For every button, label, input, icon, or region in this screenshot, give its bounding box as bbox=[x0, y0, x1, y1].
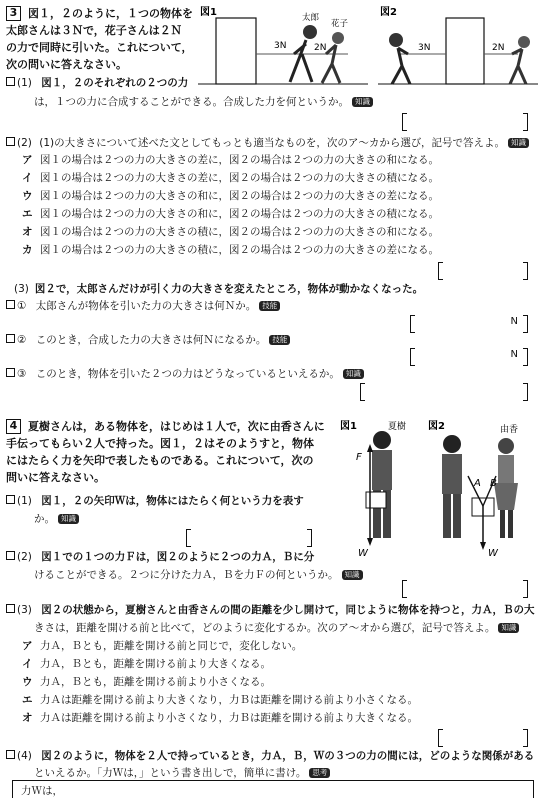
checkbox[interactable] bbox=[6, 551, 15, 560]
q4-3-line-2: きさは，距離を開ける前と比べて，どのように変化するか。次のア～オから選び，記号で答えよ。 知識 bbox=[34, 620, 519, 635]
q4-2-answer-bracket[interactable] bbox=[402, 580, 528, 598]
figure-label: 図2 bbox=[380, 7, 397, 18]
q3-1-line-2: は，１つの力に合成することができる。合成した力を何というか。 知識 bbox=[34, 94, 373, 109]
q3-3-sub-1: ① 太郎さんが物体を引いた力の大きさは何Ｎか。 技能 bbox=[6, 298, 280, 313]
q4-3-option-0 bbox=[22, 638, 302, 653]
object-box bbox=[446, 18, 484, 84]
svg-text:A: A bbox=[474, 478, 481, 489]
svg-text:図1: 図1 bbox=[340, 421, 357, 432]
section-3-intro-1: 図１，２のように，１つの物体を bbox=[28, 7, 193, 20]
section-3-intro-3: の力で同時に引いた。これについて， bbox=[6, 41, 193, 54]
force-3n-label: 3N bbox=[418, 43, 431, 53]
q4-1-line-1: (1) 図１，２の矢印Ｗは，物体にはたらく何という力を表す bbox=[6, 493, 304, 508]
object-box bbox=[216, 18, 256, 84]
q4-4-answer-box[interactable] bbox=[12, 780, 534, 798]
q4-2-line-2: けることができる。２つに分けた力Ａ，Ｂを力Ｆの何というか。 知識 bbox=[34, 567, 363, 582]
option-key: カ bbox=[22, 244, 33, 256]
section-3-intro-2: 太郎さんは３Ｎで，花子さんは２Ｎ bbox=[6, 24, 182, 37]
svg-text:由香: 由香 bbox=[500, 425, 519, 435]
option-text: 力Ａ，Ｂとも，距離を開ける前と同じで，変化しない。 bbox=[40, 640, 303, 652]
option-key: オ bbox=[22, 226, 33, 238]
section-3-figure-2 bbox=[378, 4, 538, 94]
q4-3-option-3 bbox=[22, 692, 418, 707]
q4-3-answer-bracket[interactable] bbox=[438, 729, 528, 747]
checkbox[interactable] bbox=[6, 137, 15, 146]
section-4-number: 4 bbox=[6, 419, 21, 434]
checkbox[interactable] bbox=[6, 750, 15, 759]
option-key: ウ bbox=[22, 676, 33, 688]
q4-3-option-1 bbox=[22, 656, 271, 671]
q3-3-2-answer-bracket[interactable]: N bbox=[410, 348, 528, 366]
section-4-figures bbox=[340, 418, 538, 560]
q4-3-line-1: (3) 図２の状態から，夏樹さんと由香さんの間の距離を少し開けて，同じように物体を持つと，力Ａ，Ｂの大 bbox=[6, 602, 535, 617]
force-2n-label: 2N bbox=[314, 43, 327, 53]
checkbox[interactable] bbox=[6, 495, 15, 504]
svg-text:図2: 図2 bbox=[428, 421, 445, 432]
svg-text:B: B bbox=[490, 478, 497, 489]
q4-3-option-2 bbox=[22, 674, 271, 689]
option-text: 図１の場合は２つの力の大きさの差に，図２の場合は２つの力の大きさの和になる。 bbox=[40, 154, 439, 166]
option-key: ア bbox=[22, 640, 33, 652]
force-2n-label: 2N bbox=[492, 43, 505, 53]
q3-3-3-answer-bracket[interactable] bbox=[360, 383, 528, 401]
option-key: エ bbox=[22, 694, 33, 706]
svg-text:W: W bbox=[358, 548, 368, 559]
section-4-intro-1: 夏樹さんは，ある物体を，はじめは１人で，次に由香さんに bbox=[28, 420, 325, 433]
option-text: 図１の場合は２つの力の大きさの差に，図２の場合は２つの力の大きさの積になる。 bbox=[40, 172, 439, 184]
q3-2-option-1 bbox=[22, 170, 439, 185]
checkbox[interactable] bbox=[6, 334, 15, 343]
q3-3-sub-3: ③ このとき，物体を引いた２つの力はどうなっているといえるか。 知識 bbox=[6, 366, 364, 381]
option-text: 力Ａは距離を開ける前より大きくなり，力Ｂは距離を開ける前より小さくなる。 bbox=[40, 694, 418, 706]
q3-2-option-4 bbox=[22, 224, 439, 239]
svg-text:F: F bbox=[356, 452, 362, 463]
knowledge-tag: 知識 bbox=[352, 97, 373, 107]
option-text: 力Ａ，Ｂとも，距離を開ける前より大きくなる。 bbox=[40, 658, 271, 670]
section-4-intro-3: にはたらく力を矢印で表したものである。これについて，次の bbox=[6, 454, 314, 467]
checkbox[interactable] bbox=[6, 300, 15, 309]
option-text: 図１の場合は２つの力の大きさの和に，図２の場合は２つの力の大きさの差になる。 bbox=[40, 190, 439, 202]
option-key: イ bbox=[22, 172, 33, 184]
q3-2-option-3 bbox=[22, 206, 439, 221]
q3-2-answer-bracket[interactable] bbox=[438, 262, 528, 280]
q3-2-option-0 bbox=[22, 152, 439, 167]
option-key: ア bbox=[22, 154, 33, 166]
svg-text:夏樹: 夏樹 bbox=[388, 422, 407, 432]
q3-1-line-1: (1) 図１，２のそれぞれの２つの力 bbox=[6, 75, 188, 90]
checkbox[interactable] bbox=[6, 368, 15, 377]
section-4-intro-4: 問いに答えなさい。 bbox=[6, 471, 105, 484]
q4-4-line-1: (4) 図２のように，物体を２人で持っているとき，力Ａ，Ｂ，Ｗの３つの力の間には，どのような関係がある bbox=[6, 748, 534, 763]
q4-1-line-2: か。 知識 bbox=[34, 511, 79, 526]
q4-2-line-1: (2) 図１での１つの力Ｆは，図２のように２つの力Ａ，Ｂに分 bbox=[6, 549, 314, 564]
option-text: 力Ａ，Ｂとも，距離を開ける前より小さくなる。 bbox=[40, 676, 271, 688]
figure-label: 図1 bbox=[200, 7, 217, 18]
option-text: 図１の場合は２つの力の大きさの積に，図２の場合は２つの力の大きさの差になる。 bbox=[40, 244, 439, 256]
q4-1-answer-bracket[interactable] bbox=[186, 529, 312, 547]
q4-4-line-2: といえるか。「力Ｗは，」という書き出しで，簡単に書け。 思考 bbox=[34, 765, 330, 780]
q3-2-option-2 bbox=[22, 188, 439, 203]
answer-start-text: 力Ｗは， bbox=[21, 785, 63, 797]
option-text: 図１の場合は２つの力の大きさの和に，図２の場合は２つの力の大きさの積になる。 bbox=[40, 208, 439, 220]
svg-text:W: W bbox=[488, 548, 498, 559]
q4-3-option-4 bbox=[22, 710, 418, 725]
option-key: オ bbox=[22, 712, 33, 724]
hanako-label: 花子 bbox=[331, 19, 349, 29]
option-key: エ bbox=[22, 208, 33, 220]
checkbox[interactable] bbox=[6, 77, 15, 86]
force-3n-label: 3N bbox=[274, 41, 287, 51]
q3-3-1-answer-bracket[interactable]: N bbox=[410, 315, 528, 333]
section-3-number: 3 bbox=[6, 6, 21, 21]
section-3-figure-1 bbox=[198, 4, 370, 94]
section-4-intro-2: 手伝ってもらい２人で持った。図１，２はそのようすと，物体 bbox=[6, 437, 314, 450]
section-3-intro-4: 次の問いに答えなさい。 bbox=[6, 58, 127, 71]
option-key: イ bbox=[22, 658, 33, 670]
option-text: 力Ａは距離を開ける前より小さくなり，力Ｂは距離を開ける前より大きくなる。 bbox=[40, 712, 418, 724]
option-text: 図１の場合は２つの力の大きさの積に，図２の場合は２つの力の大きさの和になる。 bbox=[40, 226, 439, 238]
q3-2-option-5 bbox=[22, 242, 439, 257]
checkbox[interactable] bbox=[6, 604, 15, 613]
q3-3-sub-2: ② このとき，合成した力の大きさは何Ｎになるか。 技能 bbox=[6, 332, 290, 347]
q3-2-stem: (2) (1)の大きさについて述べた文としてもっとも適当なものを，次のア～カから選び，記号で答えよ。 知識 bbox=[6, 135, 529, 150]
taro-label: 太郎 bbox=[302, 13, 320, 23]
q3-3-stem: (3) 図２で，太郎さんだけが引く力の大きさを変えたところ，物体が動かなくなった。 bbox=[14, 283, 424, 295]
q3-1-answer-bracket[interactable] bbox=[402, 113, 528, 131]
option-key: ウ bbox=[22, 190, 33, 202]
